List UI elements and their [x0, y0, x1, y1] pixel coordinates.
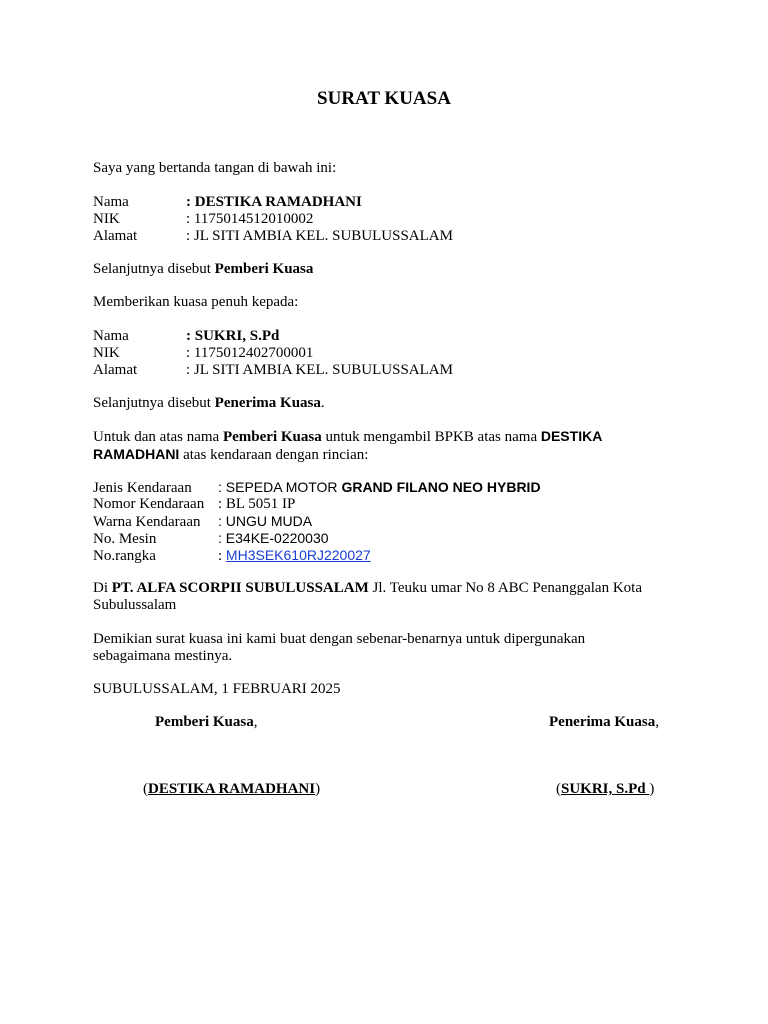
untuk-part2: untuk mengambil BPKB atas nama: [321, 429, 541, 445]
nomor-kendaraan-value: : BL 5051 IP: [218, 496, 296, 512]
jenis-kendaraan-row: [93, 479, 541, 497]
penerima-line-prefix: Selanjutnya disebut: [93, 395, 215, 411]
lokasi-line-2: Subulussalam: [93, 597, 177, 613]
untuk-line-1: [93, 428, 675, 446]
document-title: SURAT KUASA: [317, 88, 451, 109]
untuk-bold2b: RAMADHANI: [93, 446, 180, 462]
penerima-nik-row: [93, 345, 313, 362]
penerima-kuasa-signature-name: [556, 781, 654, 798]
pemberi-nama-label: Nama: [93, 194, 129, 210]
penerima-kuasa-name: SUKRI, S.Pd: [561, 781, 650, 797]
pemberi-kuasa-signature-title: [155, 714, 258, 731]
untuk-part1: Untuk dan atas nama: [93, 429, 223, 445]
pemberi-nama-value: : DESTIKA RAMADHANI: [186, 194, 362, 210]
penerima-kuasa-signature-title: [549, 714, 659, 731]
pemberi-alamat-row: [93, 228, 453, 245]
right-open-paren: (: [556, 781, 561, 797]
left-open-paren: (: [143, 781, 148, 797]
untuk-line-2: [93, 446, 368, 464]
pemberi-kuasa-line: [93, 261, 313, 278]
no-mesin-row: [93, 530, 329, 548]
penerima-alamat-value: : JL SITI AMBIA KEL. SUBULUSSALAM: [186, 362, 453, 378]
lokasi-rest1: Jl. Teuku umar No 8 ABC Penanggalan Kota: [368, 580, 642, 596]
untuk-part3: atas kendaraan dengan rincian:: [179, 447, 369, 463]
untuk-bold1: Pemberi Kuasa: [222, 429, 322, 445]
lokasi-prefix: Di: [93, 580, 112, 596]
pemberi-alamat-value: : JL SITI AMBIA KEL. SUBULUSSALAM: [186, 228, 453, 244]
no-rangka-colon: :: [218, 548, 226, 564]
pemberi-nik-row: [93, 211, 313, 228]
penerima-alamat-row: [93, 362, 453, 379]
penutup-line-1: Demikian surat kuasa ini kami buat dengan sebenar-benarnya untuk dipergunakan: [93, 631, 586, 647]
penerima-nama-label: Nama: [93, 328, 129, 344]
penerima-kuasa-line: [93, 395, 325, 412]
jenis-kendaraan-colon: : SEPEDA MOTOR: [218, 479, 342, 495]
pemberi-kuasa-title-text: Pemberi Kuasa: [155, 714, 254, 730]
pemberi-kuasa-title-comma: ,: [253, 714, 258, 730]
untuk-bold2a: DESTIKA: [540, 428, 603, 444]
no-rangka-row: [93, 547, 371, 565]
pemberi-kuasa-signature-name: [143, 781, 320, 798]
penerima-nik-label: NIK: [93, 345, 120, 361]
memberikan-text: Memberikan kuasa penuh kepada:: [93, 294, 299, 310]
pemberi-line-prefix: Selanjutnya disebut: [93, 261, 215, 277]
no-mesin-label: No. Mesin: [93, 531, 157, 547]
penerima-line-bold: Penerima Kuasa: [214, 395, 321, 411]
no-rangka-label: No.rangka: [93, 548, 156, 564]
warna-kendaraan-row: [93, 513, 312, 531]
pemberi-nik-value: : 1175014512010002: [186, 211, 314, 227]
pemberi-nik-label: NIK: [93, 211, 120, 227]
pemberi-line-bold: Pemberi Kuasa: [214, 261, 314, 277]
penerima-nama-row: [93, 328, 279, 345]
jenis-kendaraan-label: Jenis Kendaraan: [93, 480, 192, 496]
penerima-nama-value: : SUKRI, S.Pd: [186, 328, 280, 344]
intro-text: Saya yang bertanda tangan di bawah ini:: [93, 160, 337, 176]
penerima-kuasa-title-comma: ,: [655, 714, 659, 730]
tempat-tanggal: SUBULUSSALAM, 1 FEBRUARI 2025: [93, 681, 341, 697]
pemberi-kuasa-name: DESTIKA RAMADHANI: [148, 781, 316, 797]
warna-kendaraan-label: Warna Kendaraan: [93, 514, 201, 530]
warna-kendaraan-value: : UNGU MUDA: [218, 513, 313, 529]
lokasi-bold: PT. ALFA SCORPII SUBULUSSALAM: [111, 580, 369, 596]
left-close-paren: ): [315, 781, 321, 797]
penerima-nik-value: : 1175012402700001: [186, 345, 314, 361]
penerima-line-suffix: .: [320, 395, 325, 411]
pemberi-alamat-label: Alamat: [93, 228, 138, 244]
no-mesin-value: : E34KE-0220030: [218, 530, 329, 546]
penutup-line-2: sebagaimana mestinya.: [93, 648, 233, 664]
pemberi-nama-row: [93, 194, 362, 211]
nomor-kendaraan-label: Nomor Kendaraan: [93, 496, 205, 512]
nomor-kendaraan-row: [93, 496, 295, 513]
penerima-kuasa-title-text: Penerima Kuasa: [549, 714, 656, 730]
no-rangka-link[interactable]: MH3SEK610RJ220027: [225, 547, 371, 563]
right-close-paren: ): [649, 781, 655, 797]
lokasi-line-1: [93, 580, 675, 597]
jenis-kendaraan-value: GRAND FILANO NEO HYBRID: [341, 479, 541, 495]
penerima-alamat-label: Alamat: [93, 362, 138, 378]
